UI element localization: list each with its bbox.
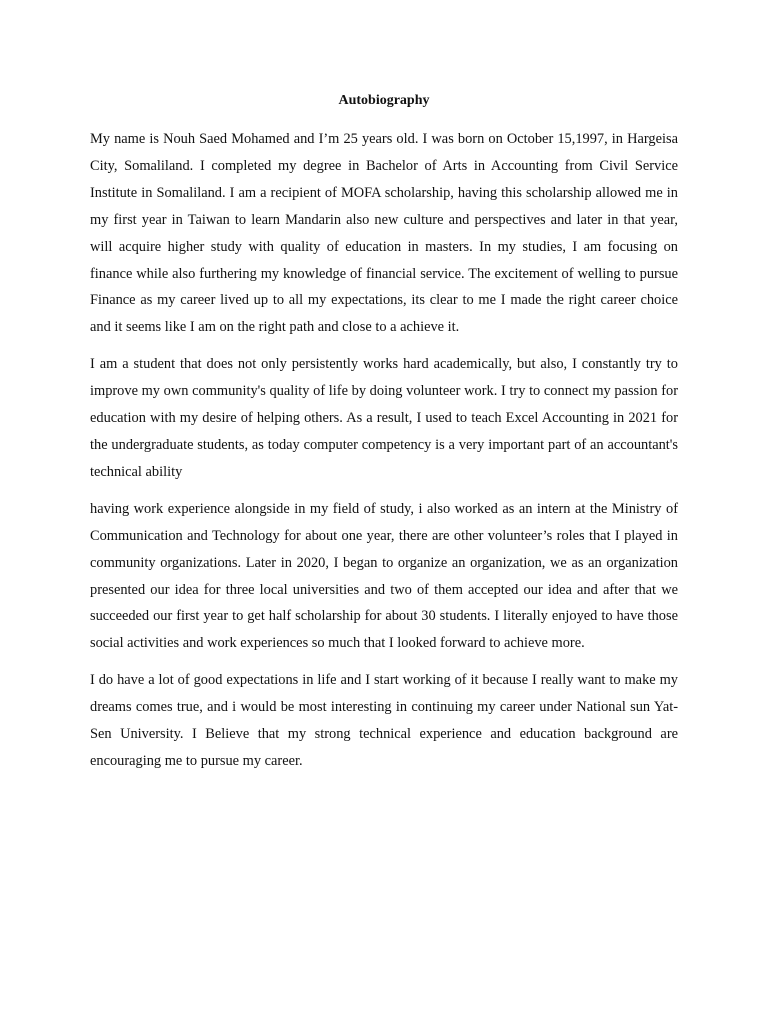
paragraph-3: having work experience alongside in my field of study, i also worked as an intern at the Ministry of Communication and Technology for about one year, there are other volunteer’s roles that I played in community organizations. Later in 2020, I began to organize an organization, we as an organization presented our idea for three local universities and two of them accepted our idea and after that we succeeded our first year to get half scholarship for about 30 students. I literally enjoyed to have those social activities and work experiences so much that I looked forward to achieve more. xyxy=(90,500,678,652)
document-title: Autobiography xyxy=(338,93,430,108)
document-body xyxy=(90,126,678,785)
paragraph-4: I do have a lot of good expectations in life and I start working of it because I really want to make my dreams comes true, and i would be most interesting in continuing my career under National sun Yat-Sen University. I Believe that my strong technical experience and education background are encouraging me to pursue my career. xyxy=(90,672,678,769)
paragraph-1: My name is Nouh Saed Mohamed and I’m 25 years old. I was born on October 15,1997, in Hargeisa City, Somaliland. I completed my degree in Bachelor of Arts in Accounting from Civil Service Institute in Somaliland. I am a recipient of MOFA scholarship, having this scholarship allowed me in my first year in Taiwan to learn Mandarin also new culture and perspectives and later in that year, will acquire higher study with quality of education in masters. In my studies, I am focusing on finance while also furthering my knowledge of financial service. The excitement of welling to pursue Finance as my career lived up to all my expectations, its clear to me I made the right career choice and it seems like I am on the right path and close to a achieve it. xyxy=(90,131,678,336)
paragraph-2: I am a student that does not only persistently works hard academically, but also, I constantly try to improve my own community's quality of life by doing volunteer work. I try to connect my passion for education with my desire of helping others. As a result, I used to teach Excel Accounting in 2021 for the undergraduate students, as today computer competency is a very important part of an accountant's technical ability xyxy=(90,356,678,480)
